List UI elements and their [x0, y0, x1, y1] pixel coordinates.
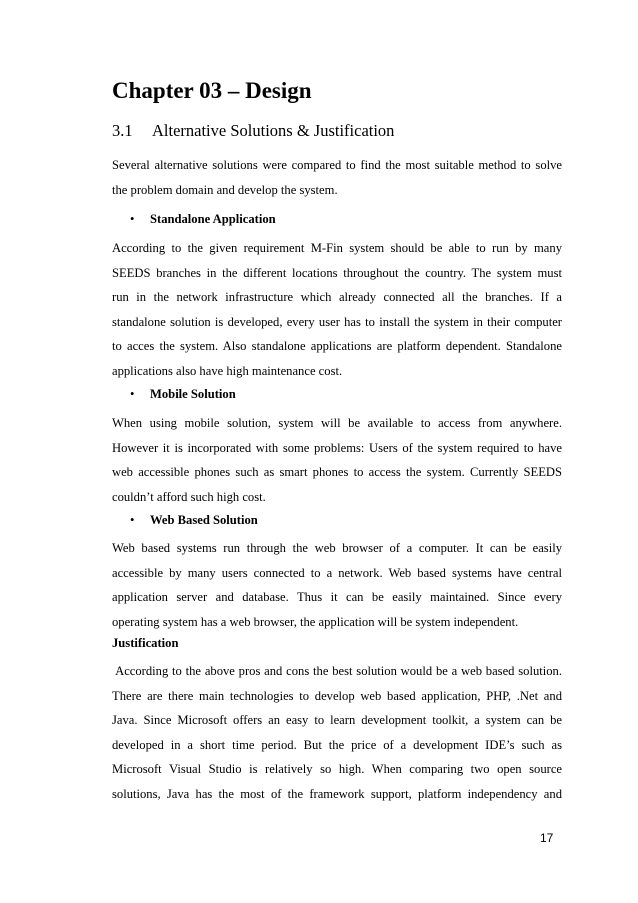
paragraph-line: web accessible phones such as smart phones to access the system. Currently SEEDS: [112, 465, 562, 479]
paragraph-line: operating system has a web browser, the application will be system independent.: [112, 614, 519, 629]
paragraph-line: accessible by many users connected to a network. Web based systems have central: [112, 565, 562, 580]
bullet-heading-label: Mobile Solution: [150, 387, 236, 401]
paragraph-line: According to the above pros and cons the best solution would be a web based solution.: [112, 664, 562, 678]
paragraph-line: run in the network infrastructure which already connected all the branches. If a: [112, 290, 562, 304]
justification-heading: Justification: [112, 636, 179, 650]
paragraph-line: developed in a short time period. But the price of a development IDE’s such as: [112, 737, 562, 752]
paragraph-line: Web based systems run through the web browser of a computer. It can be easily: [112, 541, 562, 555]
paragraph-line: application server and database. Thus it can be easily maintained. Since every: [112, 590, 562, 604]
bullet-heading-mobile: [130, 387, 236, 402]
bullet-heading-web: [130, 513, 258, 528]
bullet-heading-label: Web Based Solution: [150, 513, 258, 527]
paragraph-line: Several alternative solutions were compared to find the most suitable method to solve: [112, 158, 562, 172]
paragraph-line: However it is incorporated with some problems: Users of the system required to have: [112, 440, 562, 455]
chapter-title: Chapter 03 – Design: [112, 78, 312, 103]
justification-paragraph: [112, 659, 562, 806]
paragraph-line: applications also have high maintenance cost.: [112, 363, 343, 378]
bullet-heading-label: Standalone Application: [150, 212, 276, 226]
section-heading: [112, 121, 394, 141]
bullet-heading-standalone: [130, 212, 276, 227]
bullet-icon: •: [130, 513, 135, 527]
web-paragraph: [112, 536, 562, 634]
paragraph-line: Microsoft Visual Studio is relatively so high. When comparing two open source: [112, 762, 562, 776]
standalone-paragraph: [112, 236, 562, 383]
intro-paragraph: [112, 153, 562, 202]
section-number: 3.1: [112, 121, 133, 140]
paragraph-line: SEEDS branches in the different locations throughout the country. The system must: [112, 265, 562, 280]
page-number: 17: [540, 831, 554, 845]
section-title: Alternative Solutions & Justification: [152, 121, 395, 140]
paragraph-line: Java. Since Microsoft offers an easy to learn development toolkit, a system can be: [112, 713, 562, 727]
paragraph-line: solutions, Java has the most of the framework support, platform independency and: [112, 786, 562, 801]
paragraph-line: couldn’t afford such high cost.: [112, 489, 266, 504]
paragraph-line: There are there main technologies to develop web based application, PHP, .Net and: [112, 688, 562, 703]
paragraph-line: According to the given requirement M-Fin system should be able to run by many: [112, 241, 562, 255]
paragraph-line: the problem domain and develop the system.: [112, 182, 338, 197]
mobile-paragraph: [112, 411, 562, 509]
bullet-icon: •: [130, 212, 135, 226]
bullet-icon: •: [130, 387, 135, 401]
paragraph-line: to acces the system. Also standalone applications are platform dependent. Standalone: [112, 339, 562, 353]
paragraph-line: When using mobile solution, system will be available to access from anywhere.: [112, 416, 562, 430]
paragraph-line: standalone solution is developed, every user has to install the system in their computer: [112, 314, 562, 329]
